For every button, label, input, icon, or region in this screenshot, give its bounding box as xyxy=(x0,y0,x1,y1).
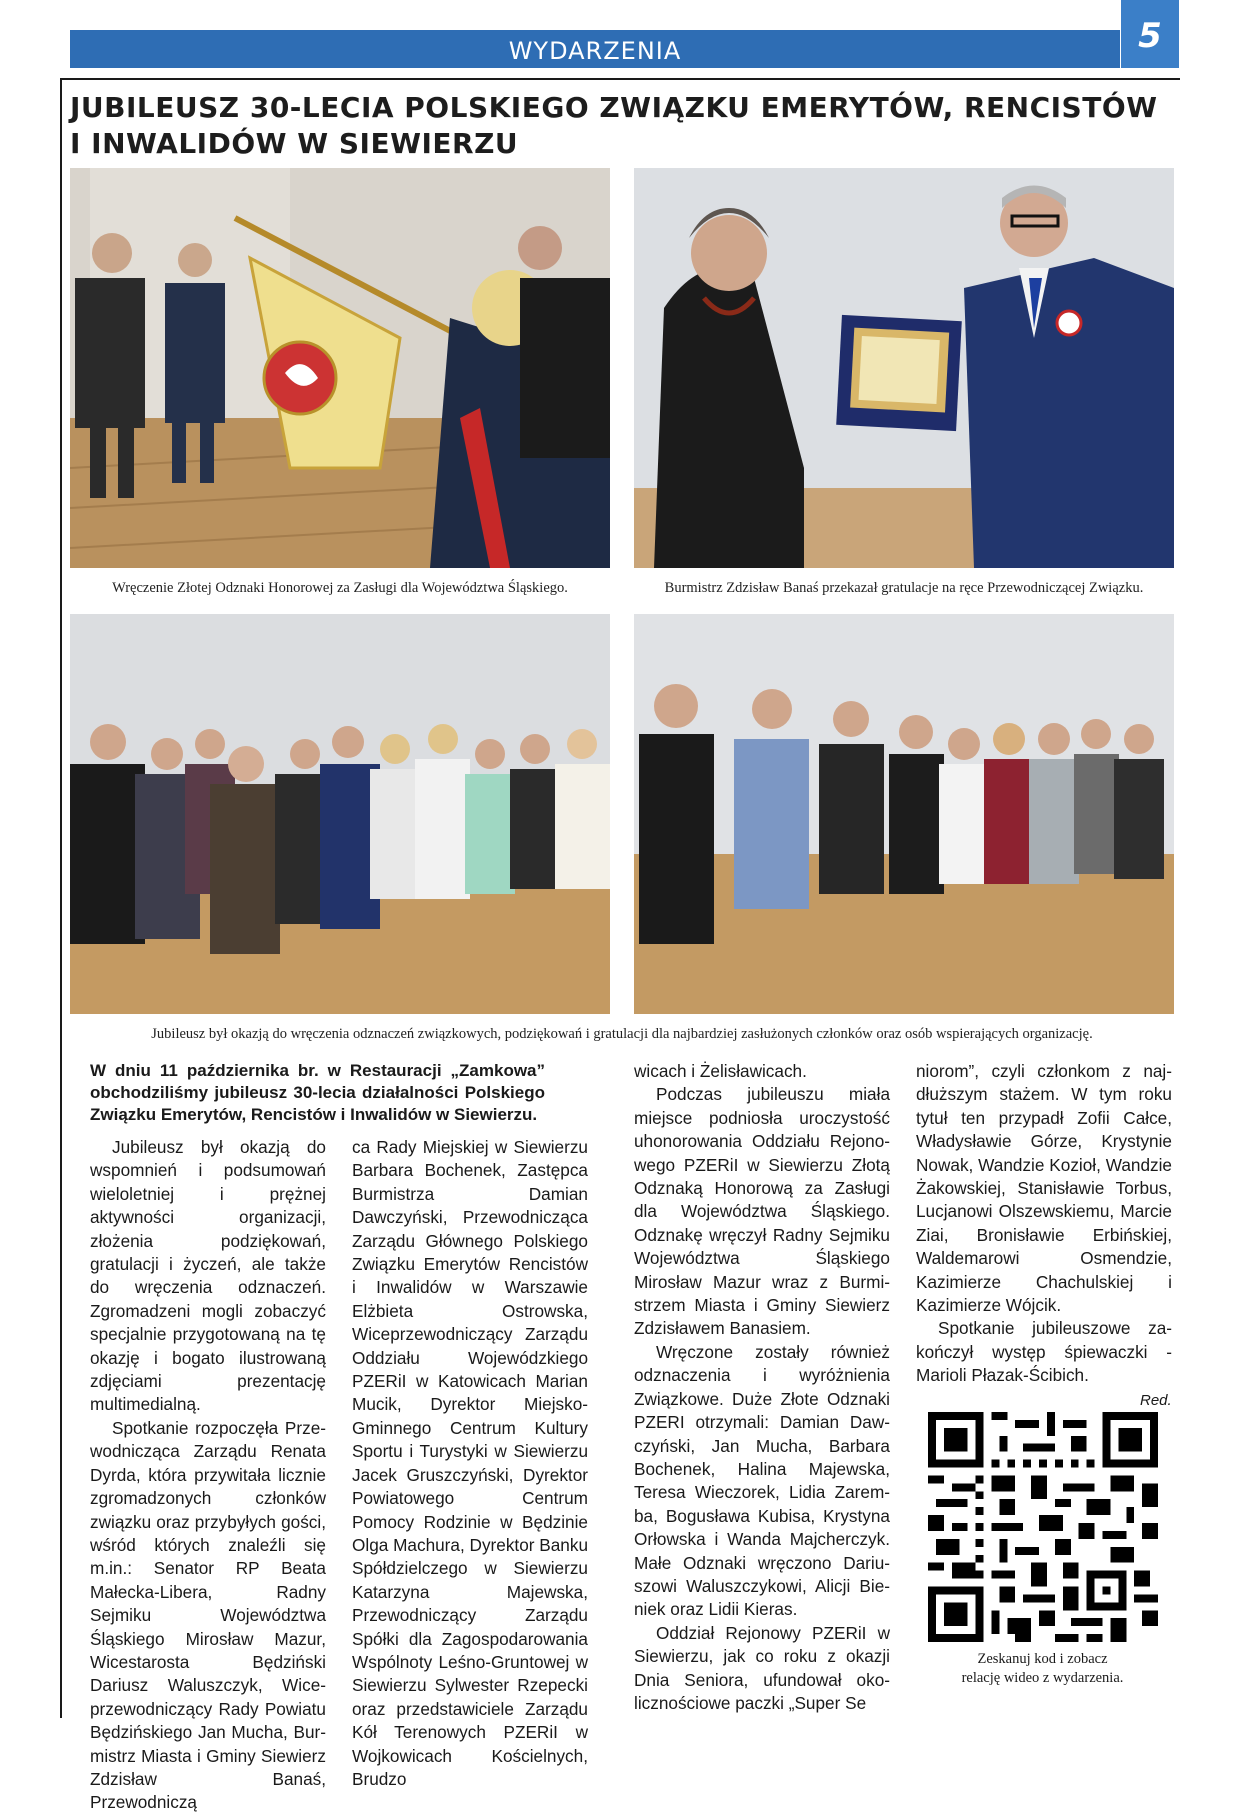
text-column-1 xyxy=(90,1136,326,1815)
text-column-4 xyxy=(916,1060,1172,1388)
caption-photo-1: Wręczenie Złotej Odznaki Honorowej za Zasługi dla Województwa Śląskiego. xyxy=(112,580,568,596)
section-header-bar xyxy=(70,30,1120,68)
signature: Red. xyxy=(1140,1392,1172,1409)
paragraph-5-continued: niorom”, czyli członkom z najdłuższym stażem. W tym roku tytuł ten przypadł Zofii Całce, Władysławie Górze, Krystynie Nowak, Wandzie Kozioł, Wandzie Żakowskiej, Stanisławie Torbus, Lucjanowi Olszewskiemu, Marcie Ziai, Bronisławie Erbińskiej, Waldemarowi Osmendzie, Kazimierze Chachulskiej i Kazimierze Wójcik. xyxy=(916,1061,1172,1316)
paragraph-3: Podczas jubileuszu miała miejsce podniosła uroczystość uhonorowania Oddziału Rejonowego PZERiI w Siewierzu Złotą Odznaką Honorową za Zasługi dla Województwa Śląskiego. Odznakę wręczył Radny Sejmiku Województwa Śląskiego Mirosław Mazur wraz z Burmistrzem Miasta i Gminy Siewierz Zdzisławem Banasiem. xyxy=(634,1084,890,1339)
paragraph-1: Jubileusz był okazją do wspomnień i podsumowań wieloletniej i prężnej aktywności organizacji, złożenia podziękowań, gratulacji i życzeń, ale także do wręczenia odznaczeń. Zgromadzeni mogli zobaczyć specjalnie przygotowaną na tę okazję i bogato ilustrowaną zdjęciami prezentację multimedialną. xyxy=(90,1137,326,1415)
qr-caption-line-1: Zeskanuj kod i zobacz xyxy=(977,1651,1108,1667)
caption-photo-3: Jubileusz był okazją do wręczenia odznaczeń związkowych, podziękowań i gratulacji dla najbardziej zasłużonych członków oraz osób wspierających organizację. xyxy=(151,1026,1093,1042)
paragraph-6: Spotkanie jubileuszowe zakończył występ śpiewaczki - Marioli Płazak-Ścibich. xyxy=(916,1318,1172,1386)
photo-congratulations xyxy=(634,168,1174,568)
paragraph-2-end: wicach i Żelisławicach. xyxy=(634,1061,807,1081)
paragraph-5-start: Oddział Rejonowy PZERiI w Siewierzu, jak co roku z okazji Dnia Seniora, ufundował okolicznościowe paczki „Super Se xyxy=(634,1622,890,1713)
paragraph-4: Wręczone zostały również odznaczenia i wyróżnienia Związkowe. Duże Złote Odznaki PZERI otrzymali: Damian Dawczyński, Jan Mucha, Barbara Bochenek, Halina Majewska, Teresa Wieczorek, Lidia Zaremba, Bogusława Kubisa, Krystyna Orłowska i Wanda Majcherczyk. Małe Odznaki wręczono Dariuszowi Waluszczykowi, Alicji Bieniek oraz Lidii Kieras. xyxy=(634,1341,890,1620)
qr-caption-line-2: relację wideo z wydarzenia. xyxy=(961,1670,1124,1686)
photo-banner-ceremony xyxy=(70,168,610,568)
lead-paragraph: W dniu 11 października br. w Restauracji „Zamkowa” obchodziliśmy jubileusz 30-lecia działalności Polskiego Związku Emerytów, Rencistów i Inwalidów w Siewierzu. xyxy=(90,1061,545,1124)
page-number-box xyxy=(1121,0,1179,68)
text-column-2 xyxy=(352,1136,588,1791)
left-rule xyxy=(60,78,62,1718)
text-column-3 xyxy=(634,1060,890,1715)
page-number: 5 xyxy=(1138,16,1162,56)
section-label: WYDARZENIA xyxy=(508,37,682,65)
qr-code[interactable] xyxy=(928,1412,1158,1642)
caption-photo-2: Burmistrz Zdzisław Banaś przekazał gratulacje na ręce Przewodniczącej Związku. xyxy=(664,580,1144,596)
paragraph-2-start: Spotkanie rozpoczęła Przewodnicząca Zarządu Renata Dyrda, która przywitała licznie zgromadzonych członków związku oraz przybyłych gości, wśród których znaleźli się m.in.: Senator RP Beata Małecka-Libera, Radny Sejmiku Województwa Śląskiego Mirosław Mazur, Wicestarosta Będziński Dariusz Waluszczyk, Wiceprzewodniczący Rady Powiatu Będzińskiego Jan Mucha, Burmistrz Miasta i Gminy Siewierz Zdzisław Banaś, Przewodniczą xyxy=(90,1417,326,1813)
qr-caption xyxy=(915,1650,1170,1688)
paragraph-2-continued: ca Rady Miejskiej w Siewierzu Barbara Bochenek, Zastępca Burmistrza Damian Dawczyński, Przewodnicząca Zarządu Głównego Polskiego Związku Emerytów Rencistów i Inwalidów w Warszawie Elżbieta Ostrowska, Wiceprzewodniczący Zarządu Oddziału Wojewódzkiego PZERiI w Katowicach Marian Mucik, Dyrektor Miejsko-Gminnego Centrum Kultury Sportu i Turystyki w Siewierzu Jacek Gruszczyński, Dyrektor Powiatowego Centrum Pomocy Rodzinie w Będzinie Olga Machura, Dyrektor Banku Spółdzielczego w Siewierzu Katarzyna Majewska, Przewodniczący Zarządu Spółki dla Zagospodarowania Wspólnoty Leśno-Gruntowej w Siewierzu Sylwester Rzepecki oraz przedstawiciele Zarządu Kół Terenowych PZERiI w Wojkowicach Kościelnych, Brudzo xyxy=(352,1137,588,1789)
photo-group-left xyxy=(70,614,610,1014)
top-rule xyxy=(60,78,1180,80)
article-title: JUBILEUSZ 30-LECIA POLSKIEGO ZWIĄZKU EMERYTÓW, RENCISTÓW I INWALIDÓW W SIEWIERZU xyxy=(70,91,1158,160)
photo-group-right xyxy=(634,614,1174,1014)
